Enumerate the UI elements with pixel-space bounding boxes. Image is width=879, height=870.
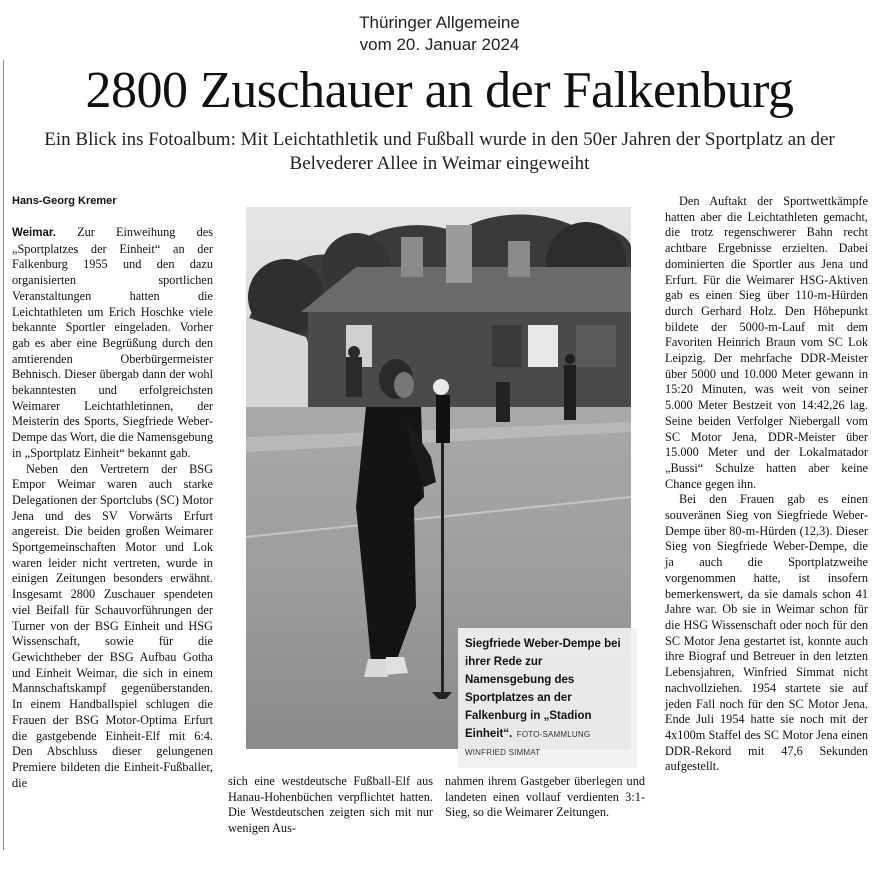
column-1-paragraph-2: Neben den Vertretern der BSG Empor Weimar waren auch starke Delegationen der Sportclubs (SC) Motor Jena und des SV Vorwärts Erfurt angereist. Die beiden großen Weimarer Sportgemeinschaften Motor und Lok waren leider nicht vertreten, wurde in einigen Zeitungen besonders erwähnt. Insgesamt 2800 Zuschauer spendeten viel Beifall für Schauvorführungen der Turner von der BSG Einheit und HSG Wissenschaft, sowie für die Gewichtheber der BSG Aufbau Gotha und Einheit Weimar, die sich in einem Mannschaftskampf gegenüberstanden. In einem Handballspiel schlugen die Frauen der BSG Motor-Optima Erfurt die gastgebende Einheit-Elf mit 6:4. Den Abschluss dieser gelungenen Premiere bildeten die Einheit-Fußballer, die xyxy=(12,461,213,790)
article-column-3 xyxy=(445,774,645,821)
column-1-paragraph-1 xyxy=(12,225,213,462)
column-3-text: nahmen ihrem Gastgeber überlegen und landeten einen vollauf verdienten 3:1-Sieg, so die Weimarer Zeitungen. xyxy=(445,774,645,820)
article-column-1 xyxy=(12,225,213,791)
column-2-text: sich eine westdeutsche Fußball-Elf aus Hanau-Hohenbüchen verpflichtet hatten. Die Westdeutschen zeigten sich mit nur wenigen Aus- xyxy=(228,774,433,836)
photo-credit: FOTO-SAMMLUNG WINFRIED SIMMAT xyxy=(465,730,591,757)
article-headline: 2800 Zuschauer an der Falkenburg xyxy=(85,62,794,119)
article-column-2 xyxy=(228,774,433,837)
article-subheadline: Ein Blick ins Fotoalbum: Mit Leichtathletik und Fußball wurde in den 50er Jahren der Sportplatz an der Belvederer Allee in Weimar eingeweiht xyxy=(44,129,835,174)
column-1-paragraph-1-text: Zur Einweihung des „Sportplatzes der Einheit“ an der Falkenburg 1955 und den dazu organisierten sportlichen Veranstaltungen hatten die Leichtathleten um Erich Hoschke viele bekannte Sportler eingeladen. Vorher gab es aber eine Begrüßung durch den amtierenden Oberbürgermeister Behnisch. Dieser übergab dann der wohl bekanntesten und erfolgreichsten Weimarer Leichtathletinnen, der Meisterin des Sports, Siegfriede Weber-Dempe das Wort, die die Namensgebung in „Sportplatz Einheit“ bekannt gab. xyxy=(12,225,213,460)
column-4-paragraph-1: Den Auftakt der Sportwettkämpfe hatten aber die Leichtathleten gemacht, die trotz regenschwerer Bahn recht achtbare Ergebnisse erzielten. Dabei dominierten die Sportler aus Jena und Erfurt. Für die Weimarer HSG-Aktiven gab es einen Sieg über 110-m-Hürden durch Gerhard Holz. Den Höhepunkt bildete der 5000-m-Lauf mit dem Favoriten Heinrich Braun vom SC Lok Leipzig. Der mehrfache DDR-Meister über 5000 und 10.000 Meter gewann in 15:20 Minuten, was weit von seiner 5.000 Meter Bestzeit von 14:42,26 lag. Seine beiden Verfolger Niebergall vom SC Motor Jena, DDR-Meister über 15.000 Meter und der Lokalmatador „Bussi“ Schulze hatten aber keine Chance gegen ihn. xyxy=(665,194,868,491)
publication-date: vom 20. Januar 2024 xyxy=(359,35,520,54)
dateline: Weimar. xyxy=(12,227,56,239)
caption-text: Siegfriede Weber-Dempe bei ihrer Rede zur Namensgebung des Sportplatzes an der Falkenburg in „Stadion Einheit“. xyxy=(465,638,621,740)
article-column-4 xyxy=(665,194,868,775)
photo-caption xyxy=(458,628,637,768)
left-border-rule xyxy=(3,60,4,850)
column-4-paragraph-2: Bei den Frauen gab es einen souveränen Sieg von Siegfriede Weber-Dempe über 80-m-Hürden (12,3). Dieser Sieg von Siegfriede Weber-Dempe, die ja auch die Sportplatzweihe vorgenommen hatte, ist insofern bemerkenswert, da sie damals schon 41 Jahre war. Ob sie in Weimar schon für die HSG Wissenschaft oder noch für den SC Motor Jena gestartet ist, konnte auch ihre Biograf und Betreuer in den letzten Lebensjahren, Winfried Simmat nicht nachvollziehen. 1954 startete sie auf jeden Fall noch für den SC Motor Jena. Ende Juli 1954 hatte sie noch mit der 4x100m Staffel des SC Motor Jena einen DDR-Rekord mit 47,6 Sekunden aufgestellt. xyxy=(665,492,868,774)
article-author: Hans-Georg Kremer xyxy=(12,195,117,207)
newspaper-name: Thüringer Allgemeine xyxy=(359,13,520,32)
newspaper-source xyxy=(0,12,879,56)
